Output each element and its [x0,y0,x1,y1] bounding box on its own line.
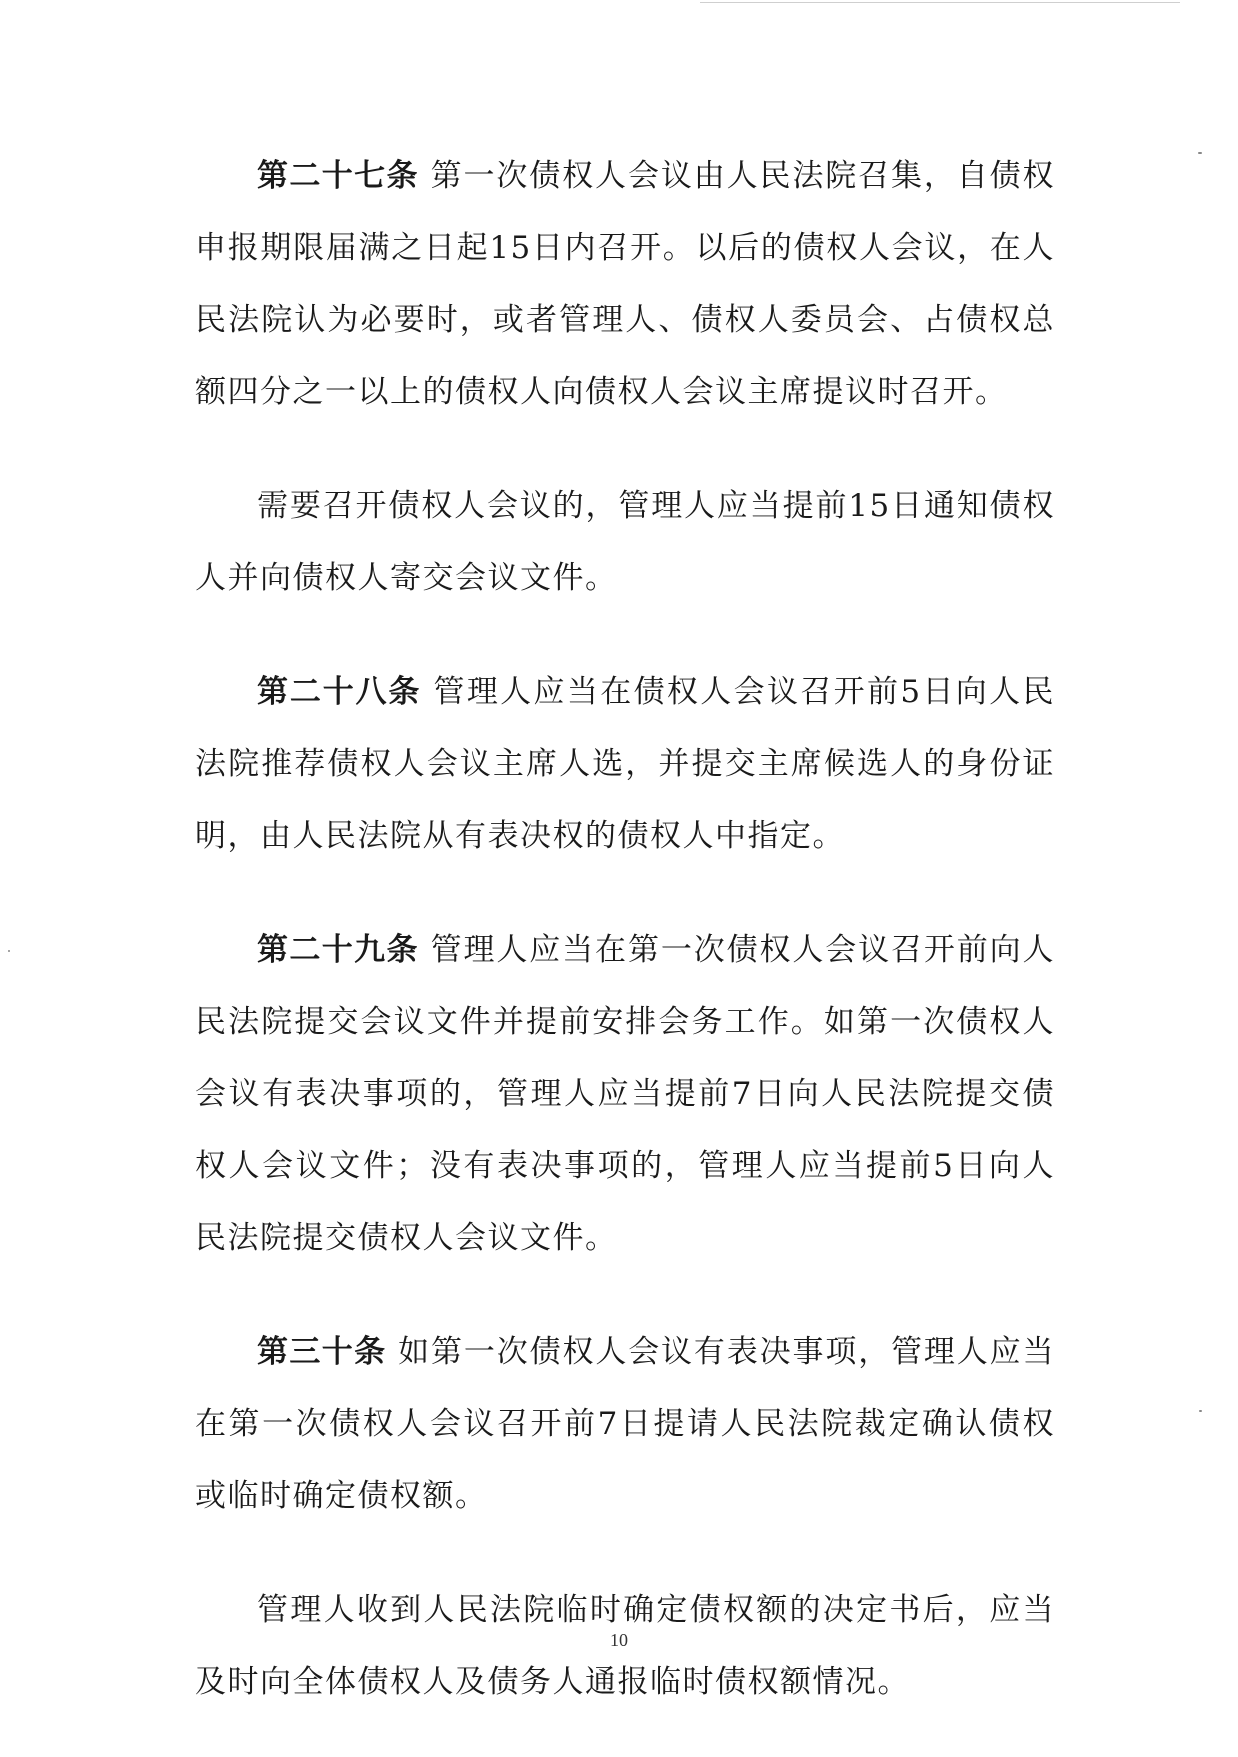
paragraph-text: 管理人收到人民法院临时确定债权额的决定书后，应当及时向全体债权人及债务人通报临时债权额情况。 [195,1592,1055,1700]
paragraph-text: 管理人应当在债权人会议召开前5日向人民法院推荐债权人会议主席人选，并提交主席候选人的身份证明，由人民法院从有表决权的债权人中指定。 [195,674,1056,854]
document-body [195,140,1055,1718]
scan-speck [1199,1410,1202,1412]
paragraph-article-30 [195,1316,1055,1532]
paragraph-article-27 [195,140,1055,428]
article-number: 第二十八条 [257,674,422,710]
top-edge-rule [700,2,1180,3]
article-number: 第二十九条 [257,932,419,968]
paragraph-article-29 [195,914,1055,1274]
article-number: 第二十七条 [257,158,419,194]
paragraph-article-28 [195,656,1055,872]
paragraph-text: 管理人应当在第一次债权人会议召开前向人民法院提交会议文件并提前安排会务工作。如第一次债权人会议有表决事项的，管理人应当提前7日向人民法院提交债权人会议文件；没有表决事项的，管理人应当提前5日向人民法院提交债权人会议文件。 [195,932,1056,1256]
paragraph-article-27-cont [195,470,1055,614]
paragraph-text: 第一次债权人会议由人民法院召集，自债权申报期限届满之日起15日内召开。以后的债权人会议，在人民法院认为必要时，或者管理人、债权人委员会、占债权总额四分之一以上的债权人向债权人会议主席提议时召开。 [195,158,1056,410]
paragraph-text: 如第一次债权人会议有表决事项，管理人应当在第一次债权人会议召开前7日提请人民法院裁定确认债权或临时确定债权额。 [195,1334,1056,1514]
page-number: 10 [610,1630,628,1650]
paragraph-text: 需要召开债权人会议的，管理人应当提前15日通知债权人并向债权人寄交会议文件。 [195,488,1055,596]
article-number: 第三十条 [257,1334,387,1370]
scan-speck [1198,152,1202,154]
scan-speck [8,950,10,952]
